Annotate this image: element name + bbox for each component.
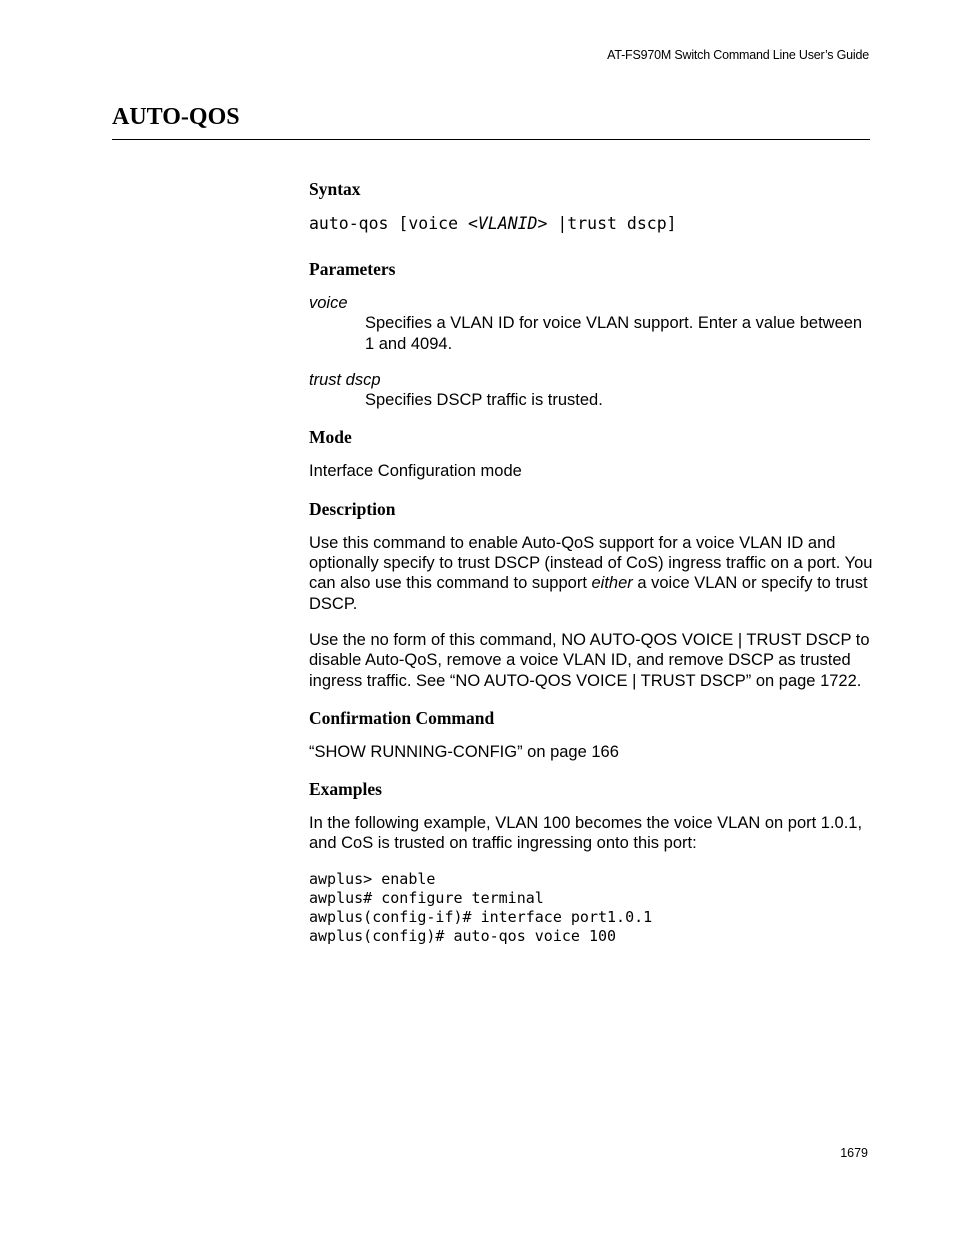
code-line: awplus# configure terminal: [309, 888, 544, 907]
parameters-heading: Parameters: [309, 259, 396, 279]
param-desc-trust-dscp: Specifies DSCP traffic is trusted.: [365, 391, 603, 410]
mode-heading: Mode: [309, 427, 352, 448]
examples-heading: Examples: [309, 779, 382, 800]
page-number: 1679: [840, 1146, 868, 1160]
syntax-param: VLANID: [477, 214, 538, 233]
page-title: AUTO-QOS: [112, 104, 240, 130]
syntax-suffix: > |trust dscp]: [537, 214, 677, 233]
code-line: awplus(config)# auto-qos voice 100: [309, 926, 617, 945]
param-desc-voice: Specifies a VLAN ID for voice VLAN support. Enter a value between 1 and 4094.: [365, 314, 863, 353]
description-paragraph-2: Use the no form of this command, NO AUTO-QOS VOICE | TRUST DSCP to disable Auto-QoS, remove a voice VLAN ID, and remove DSCP as trusted ingress traffic. See “NO AUTO-QOS VOICE | TRUST DSCP” on page 1722.: [309, 630, 870, 690]
code-example: [309, 870, 875, 946]
confirmation-text: “SHOW RUNNING-CONFIG” on page 166: [309, 742, 619, 761]
syntax-heading: Syntax: [309, 179, 361, 199]
code-line: awplus(config-if)# interface port1.0.1: [309, 907, 653, 926]
mode-text: Interface Configuration mode: [309, 462, 522, 481]
param-term-trust-dscp: trust dscp: [309, 370, 381, 389]
syntax-prefix: auto-qos [voice <: [309, 214, 478, 233]
code-line: awplus> enable: [309, 869, 436, 888]
examples-intro: In the following example, VLAN 100 becomes the voice VLAN on port 1.0.1, and CoS is trusted on traffic ingressing onto this port:: [309, 814, 863, 853]
param-term-voice: voice: [309, 294, 348, 312]
confirmation-heading: Confirmation Command: [309, 707, 495, 728]
description-heading: Description: [309, 498, 396, 519]
description-paragraph-1: Use this command to enable Auto-QoS support for a voice VLAN ID and optionally specify to trust DSCP (instead of CoS) ingress traffic on a port. You can also use this command to support either a voice VLAN or specify to trust DSCP.: [309, 533, 873, 613]
syntax-command: [309, 213, 875, 235]
running-header: AT-FS970M Switch Command Line User’s Guide: [607, 48, 869, 62]
main-content: [309, 178, 875, 946]
title-divider: [112, 139, 870, 140]
